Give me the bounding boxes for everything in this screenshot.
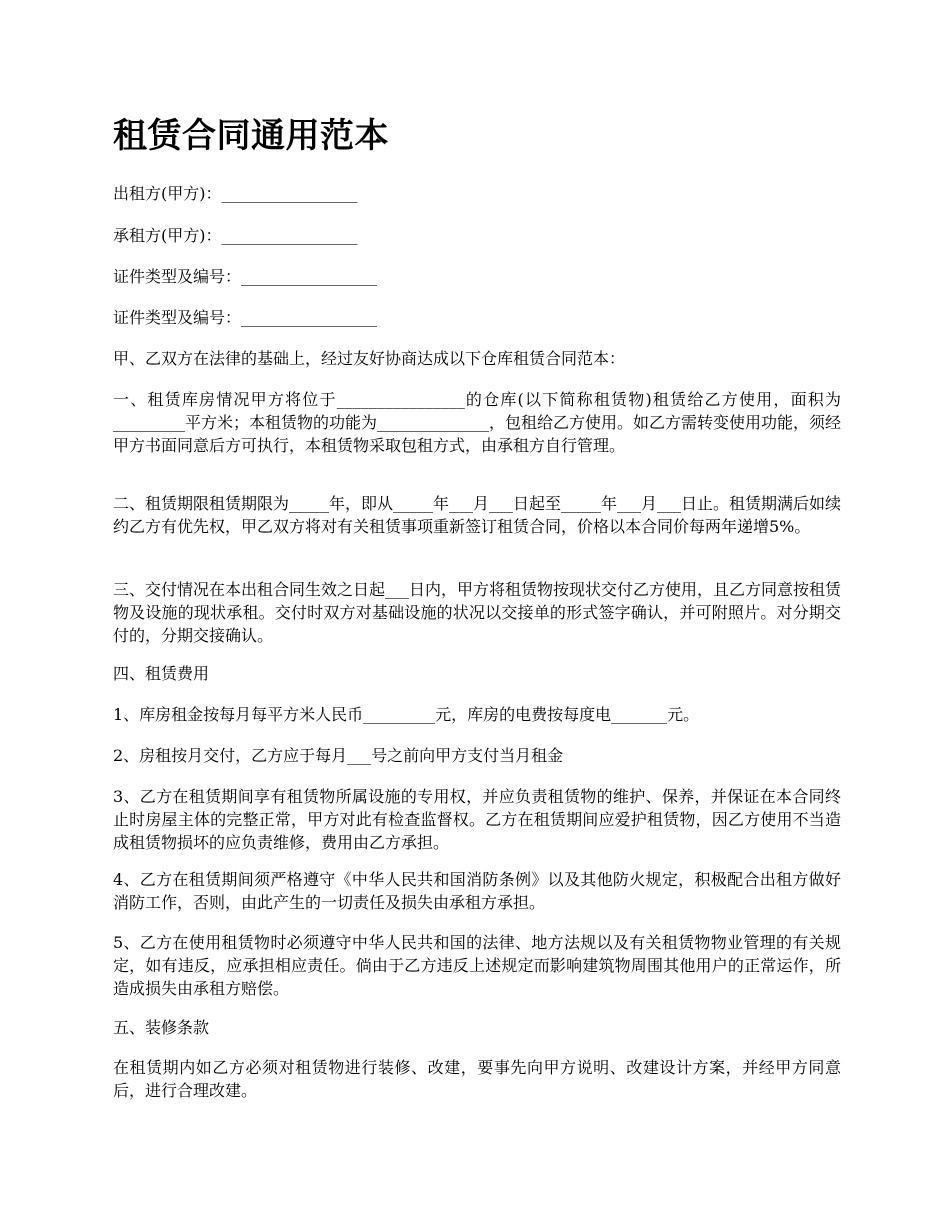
fee-item-3: 3、乙方在租赁期间享有租赁物所属设施的专用权，并应负责租赁物的维护、保养，并保证在本合同终止时房屋主体的完整正常，甲方对此有检查监督权。乙方在租赁期间应爱护租赁物，因乙方使用不当造成租赁物损坏的应负责维修，费用由乙方承担。 — [113, 787, 841, 852]
section-4-heading: 四、租赁费用 — [113, 664, 210, 683]
section-5-heading: 五、装修条款 — [113, 1018, 210, 1037]
intro-paragraph: 甲、乙双方在法律的基础上，经过友好协商达成以下仓库租赁合同范本： — [113, 349, 626, 368]
fee-item-5: 5、乙方在使用租赁物时必须遵守中华人民共和国的法律、地方法规以及有关租赁物物业管理的有关规定，如有违反，应承担相应责任。倘由于乙方违反上述规定而影响建筑物周围其他用户的正常运作，所造成损失由承租方赔偿。 — [113, 933, 841, 998]
id-type-line-2: 证件类型及编号：_________________ — [113, 308, 378, 327]
clause-3-paragraph: 三、交付情况在本出租合同生效之日起___日内，甲方将租赁物按现状交付乙方使用，且乙方同意按租赁物及设施的现状承租。交付时双方对基础设施的状况以交接单的形式签字确认，并可附照片。对分期交付的，分期交接确认。 — [113, 580, 842, 645]
id-type-line-1: 证件类型及编号：_________________ — [113, 267, 378, 286]
document-title: 租赁合同通用范本 — [113, 116, 389, 156]
clause-1-paragraph: 一、租赁库房情况甲方将位于________________的仓库(以下简称租赁物)租赁给乙方使用，面积为_________平方米；本租赁物的功能为______________，包租给乙方使用。如乙方需转变使用功能，须经甲方书面同意后方可执行，本租赁物采取包租方式，由承租方自行管理。 — [113, 390, 842, 455]
fee-item-2: 2、房租按月交付，乙方应于每月___号之前向甲方支付当月租金 — [113, 746, 564, 765]
lessee-line: 承租方(甲方)：_________________ — [113, 226, 358, 245]
fee-item-4: 4、乙方在租赁期间须严格遵守《中华人民共和国消防条例》以及其他防火规定，积极配合出租方做好消防工作，否则，由此产生的一切责任及损失由承租方承担。 — [113, 870, 841, 912]
renovation-paragraph: 在租赁期内如乙方必须对租赁物进行装修、改建，要事先向甲方说明、改建设计方案，并经甲方同意后，进行合理改建。 — [113, 1058, 841, 1100]
lessor-line: 出租方(甲方)：_________________ — [113, 184, 358, 203]
clause-2-paragraph: 二、租赁期限租赁期限为_____年，即从_____年___月___日起至_____年___月___日止。租赁期满后如续约乙方有优先权，甲乙双方将对有关租赁事项重新签订租赁合同，价格以本合同价每两年递增5%。 — [113, 494, 842, 536]
fee-item-1: 1、库房租金按每月每平方米人民币_________元，库房的电费按每度电_______元。 — [113, 705, 700, 724]
